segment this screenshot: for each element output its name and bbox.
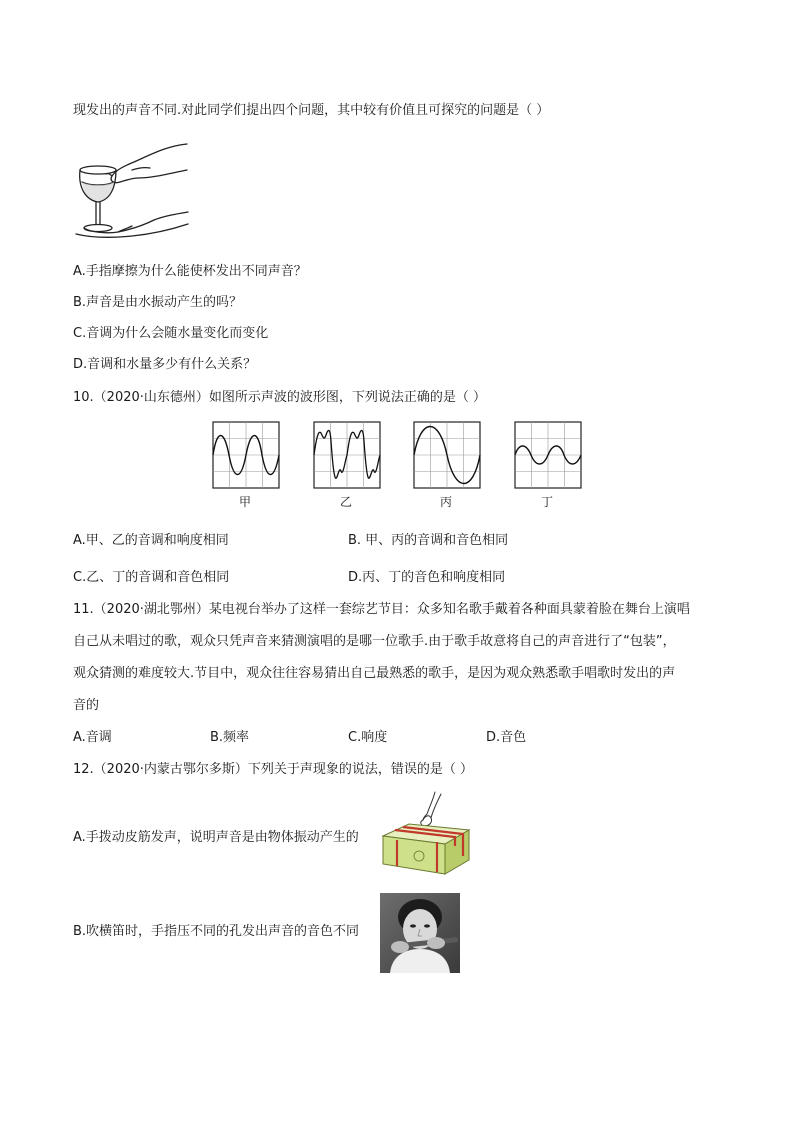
waveform-bing xyxy=(413,421,481,489)
q10-option-d: D.丙、丁的音色和响度相同 xyxy=(348,570,506,585)
wine-glass-figure xyxy=(72,140,192,240)
q11-stem-line-2: 自己从未唱过的歌，观众只凭声音来猜测演唱的是哪一位歌手.由于歌手故意将自己的声音进行了“包装”， xyxy=(73,634,676,649)
q11-stem-line-3: 观众猜测的难度较大.节目中，观众往往容易猜出自己最熟悉的歌手，是因为观众熟悉歌手唱歌时发出的声 xyxy=(73,666,676,681)
q10-option-a: A.甲、乙的音调和响度相同 xyxy=(73,533,229,548)
waveform-ding xyxy=(514,421,582,489)
q11-stem-line-1: 11.（2020·湖北鄂州）某电视台举办了这样一套综艺节目：众多知名歌手戴着各种面具蒙着脸在舞台上演唱 xyxy=(73,602,690,617)
q9-option-c: C.音调为什么会随水量变化而变化 xyxy=(73,326,269,341)
wave-label-yi: 乙 xyxy=(339,495,352,509)
q9-stem-tail: 现发出的声音不同.对此同学们提出四个问题，其中较有价值且可探究的问题是（ ） xyxy=(73,103,550,118)
q10-stem: 10.（2020·山东德州）如图所示声波的波形图，下列说法正确的是（ ） xyxy=(73,390,487,405)
q11-option-a: A.音调 xyxy=(73,730,112,745)
q10-option-c: C.乙、丁的音调和音色相同 xyxy=(73,570,230,585)
boy-flute-photo xyxy=(380,893,460,973)
q12-stem: 12.（2020·内蒙古鄂尔多斯）下列关于声现象的说法，错误的是（ ） xyxy=(73,762,474,777)
q9-option-b: B.声音是由水振动产生的吗？ xyxy=(73,295,243,310)
waveform-jia xyxy=(212,421,280,489)
rubber-band-box-figure xyxy=(379,790,471,880)
q11-stem-line-4: 音的 xyxy=(73,698,100,713)
q12-option-a: A.手拨动皮筋发声，说明声音是由物体振动产生的 xyxy=(73,830,359,845)
waveform-yi xyxy=(313,421,381,489)
wave-label-ding: 丁 xyxy=(540,495,553,509)
wave-label-bing: 丙 xyxy=(439,495,452,509)
q11-option-c: C.响度 xyxy=(348,730,388,745)
q11-option-b: B.频率 xyxy=(210,730,250,745)
q11-option-d: D.音色 xyxy=(486,730,527,745)
q9-option-d: D.音调和水量多少有什么关系？ xyxy=(73,357,257,372)
q10-option-b: B. 甲、丙的音调和音色相同 xyxy=(348,533,509,548)
wave-label-jia: 甲 xyxy=(238,495,251,509)
q9-option-a: A.手指摩擦为什么能使杯发出不同声音？ xyxy=(73,264,307,279)
q12-option-b: B.吹横笛时，手指压不同的孔发出声音的音色不同 xyxy=(73,924,360,939)
